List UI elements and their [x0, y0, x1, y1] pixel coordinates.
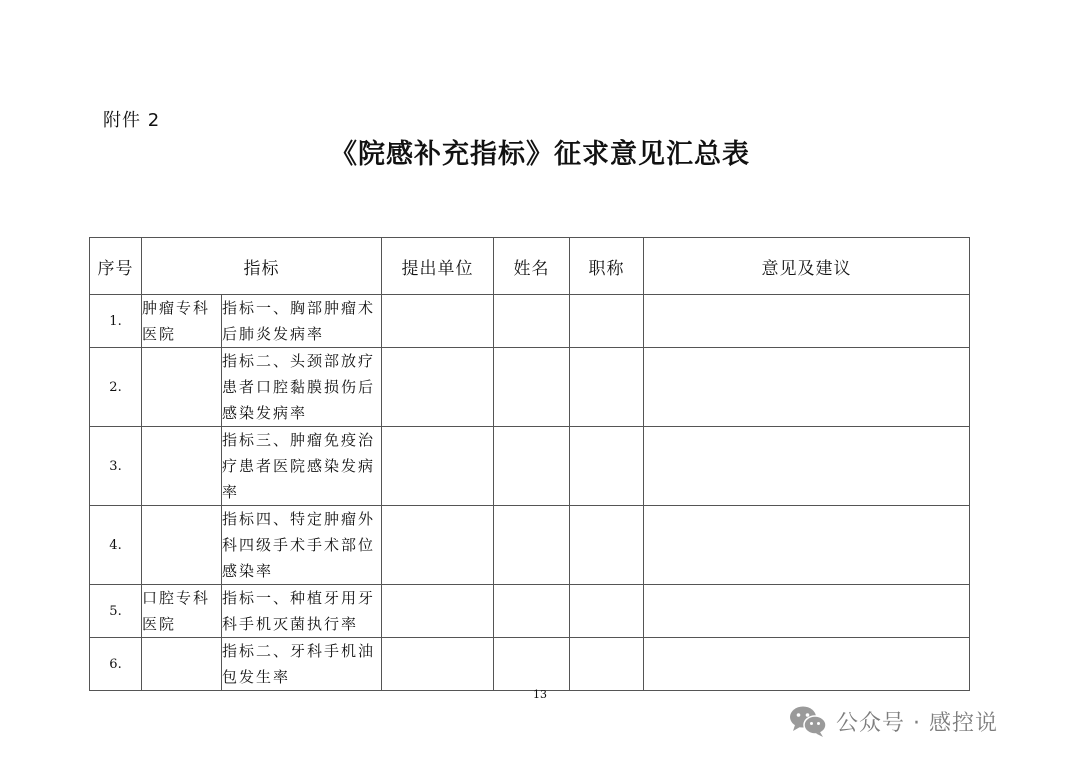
row-position-cell — [570, 348, 644, 427]
wechat-icon — [788, 704, 828, 738]
row-indicator: 指标一、胸部肿瘤术后肺炎发病率 — [222, 295, 382, 348]
row-indicator: 指标一、种植牙用牙科手机灭菌执行率 — [222, 585, 382, 638]
row-seq: 4. — [90, 506, 142, 585]
header-seq: 序号 — [90, 238, 142, 295]
row-dept: 肿瘤专科医院 — [142, 295, 222, 348]
row-name-cell — [494, 348, 570, 427]
row-position-cell — [570, 427, 644, 506]
opinion-summary-table — [89, 237, 970, 691]
row-unit-cell — [382, 638, 494, 691]
row-dept — [142, 427, 222, 506]
table-row — [90, 295, 970, 348]
table-row — [90, 585, 970, 638]
watermark — [788, 702, 998, 740]
row-position-cell — [570, 585, 644, 638]
row-name-cell — [494, 295, 570, 348]
row-opinion-cell — [644, 348, 970, 427]
header-unit: 提出单位 — [382, 238, 494, 295]
attachment-label: 附件 2 — [103, 110, 161, 131]
row-unit-cell — [382, 585, 494, 638]
row-indicator: 指标三、肿瘤免疫治疗患者医院感染发病率 — [222, 427, 382, 506]
row-dept: 口腔专科医院 — [142, 585, 222, 638]
row-seq: 2. — [90, 348, 142, 427]
row-opinion-cell — [644, 585, 970, 638]
row-unit-cell — [382, 506, 494, 585]
header-position: 职称 — [570, 238, 644, 295]
page-number: 13 — [533, 688, 547, 701]
table-header-row — [90, 238, 970, 295]
document-title: 《院感补充指标》征求意见汇总表 — [330, 139, 750, 170]
row-opinion-cell — [644, 506, 970, 585]
table-row — [90, 638, 970, 691]
row-opinion-cell — [644, 427, 970, 506]
row-unit-cell — [382, 427, 494, 506]
row-name-cell — [494, 638, 570, 691]
row-seq: 1. — [90, 295, 142, 348]
header-name: 姓名 — [494, 238, 570, 295]
row-name-cell — [494, 585, 570, 638]
table-row — [90, 427, 970, 506]
row-opinion-cell — [644, 295, 970, 348]
row-opinion-cell — [644, 638, 970, 691]
header-opinion: 意见及建议 — [644, 238, 970, 295]
row-unit-cell — [382, 348, 494, 427]
row-dept — [142, 638, 222, 691]
row-indicator: 指标二、头颈部放疗患者口腔黏膜损伤后感染发病率 — [222, 348, 382, 427]
row-position-cell — [570, 295, 644, 348]
row-unit-cell — [382, 295, 494, 348]
header-indicator: 指标 — [142, 238, 382, 295]
row-position-cell — [570, 506, 644, 585]
row-indicator: 指标二、牙科手机油包发生率 — [222, 638, 382, 691]
row-position-cell — [570, 638, 644, 691]
table-row — [90, 348, 970, 427]
row-dept — [142, 506, 222, 585]
table-row — [90, 506, 970, 585]
row-seq: 6. — [90, 638, 142, 691]
row-seq: 5. — [90, 585, 142, 638]
row-seq: 3. — [90, 427, 142, 506]
row-name-cell — [494, 427, 570, 506]
watermark-text: 公众号 · 感控说 — [836, 710, 998, 736]
row-dept — [142, 348, 222, 427]
row-indicator: 指标四、特定肿瘤外科四级手术手术部位感染率 — [222, 506, 382, 585]
row-name-cell — [494, 506, 570, 585]
